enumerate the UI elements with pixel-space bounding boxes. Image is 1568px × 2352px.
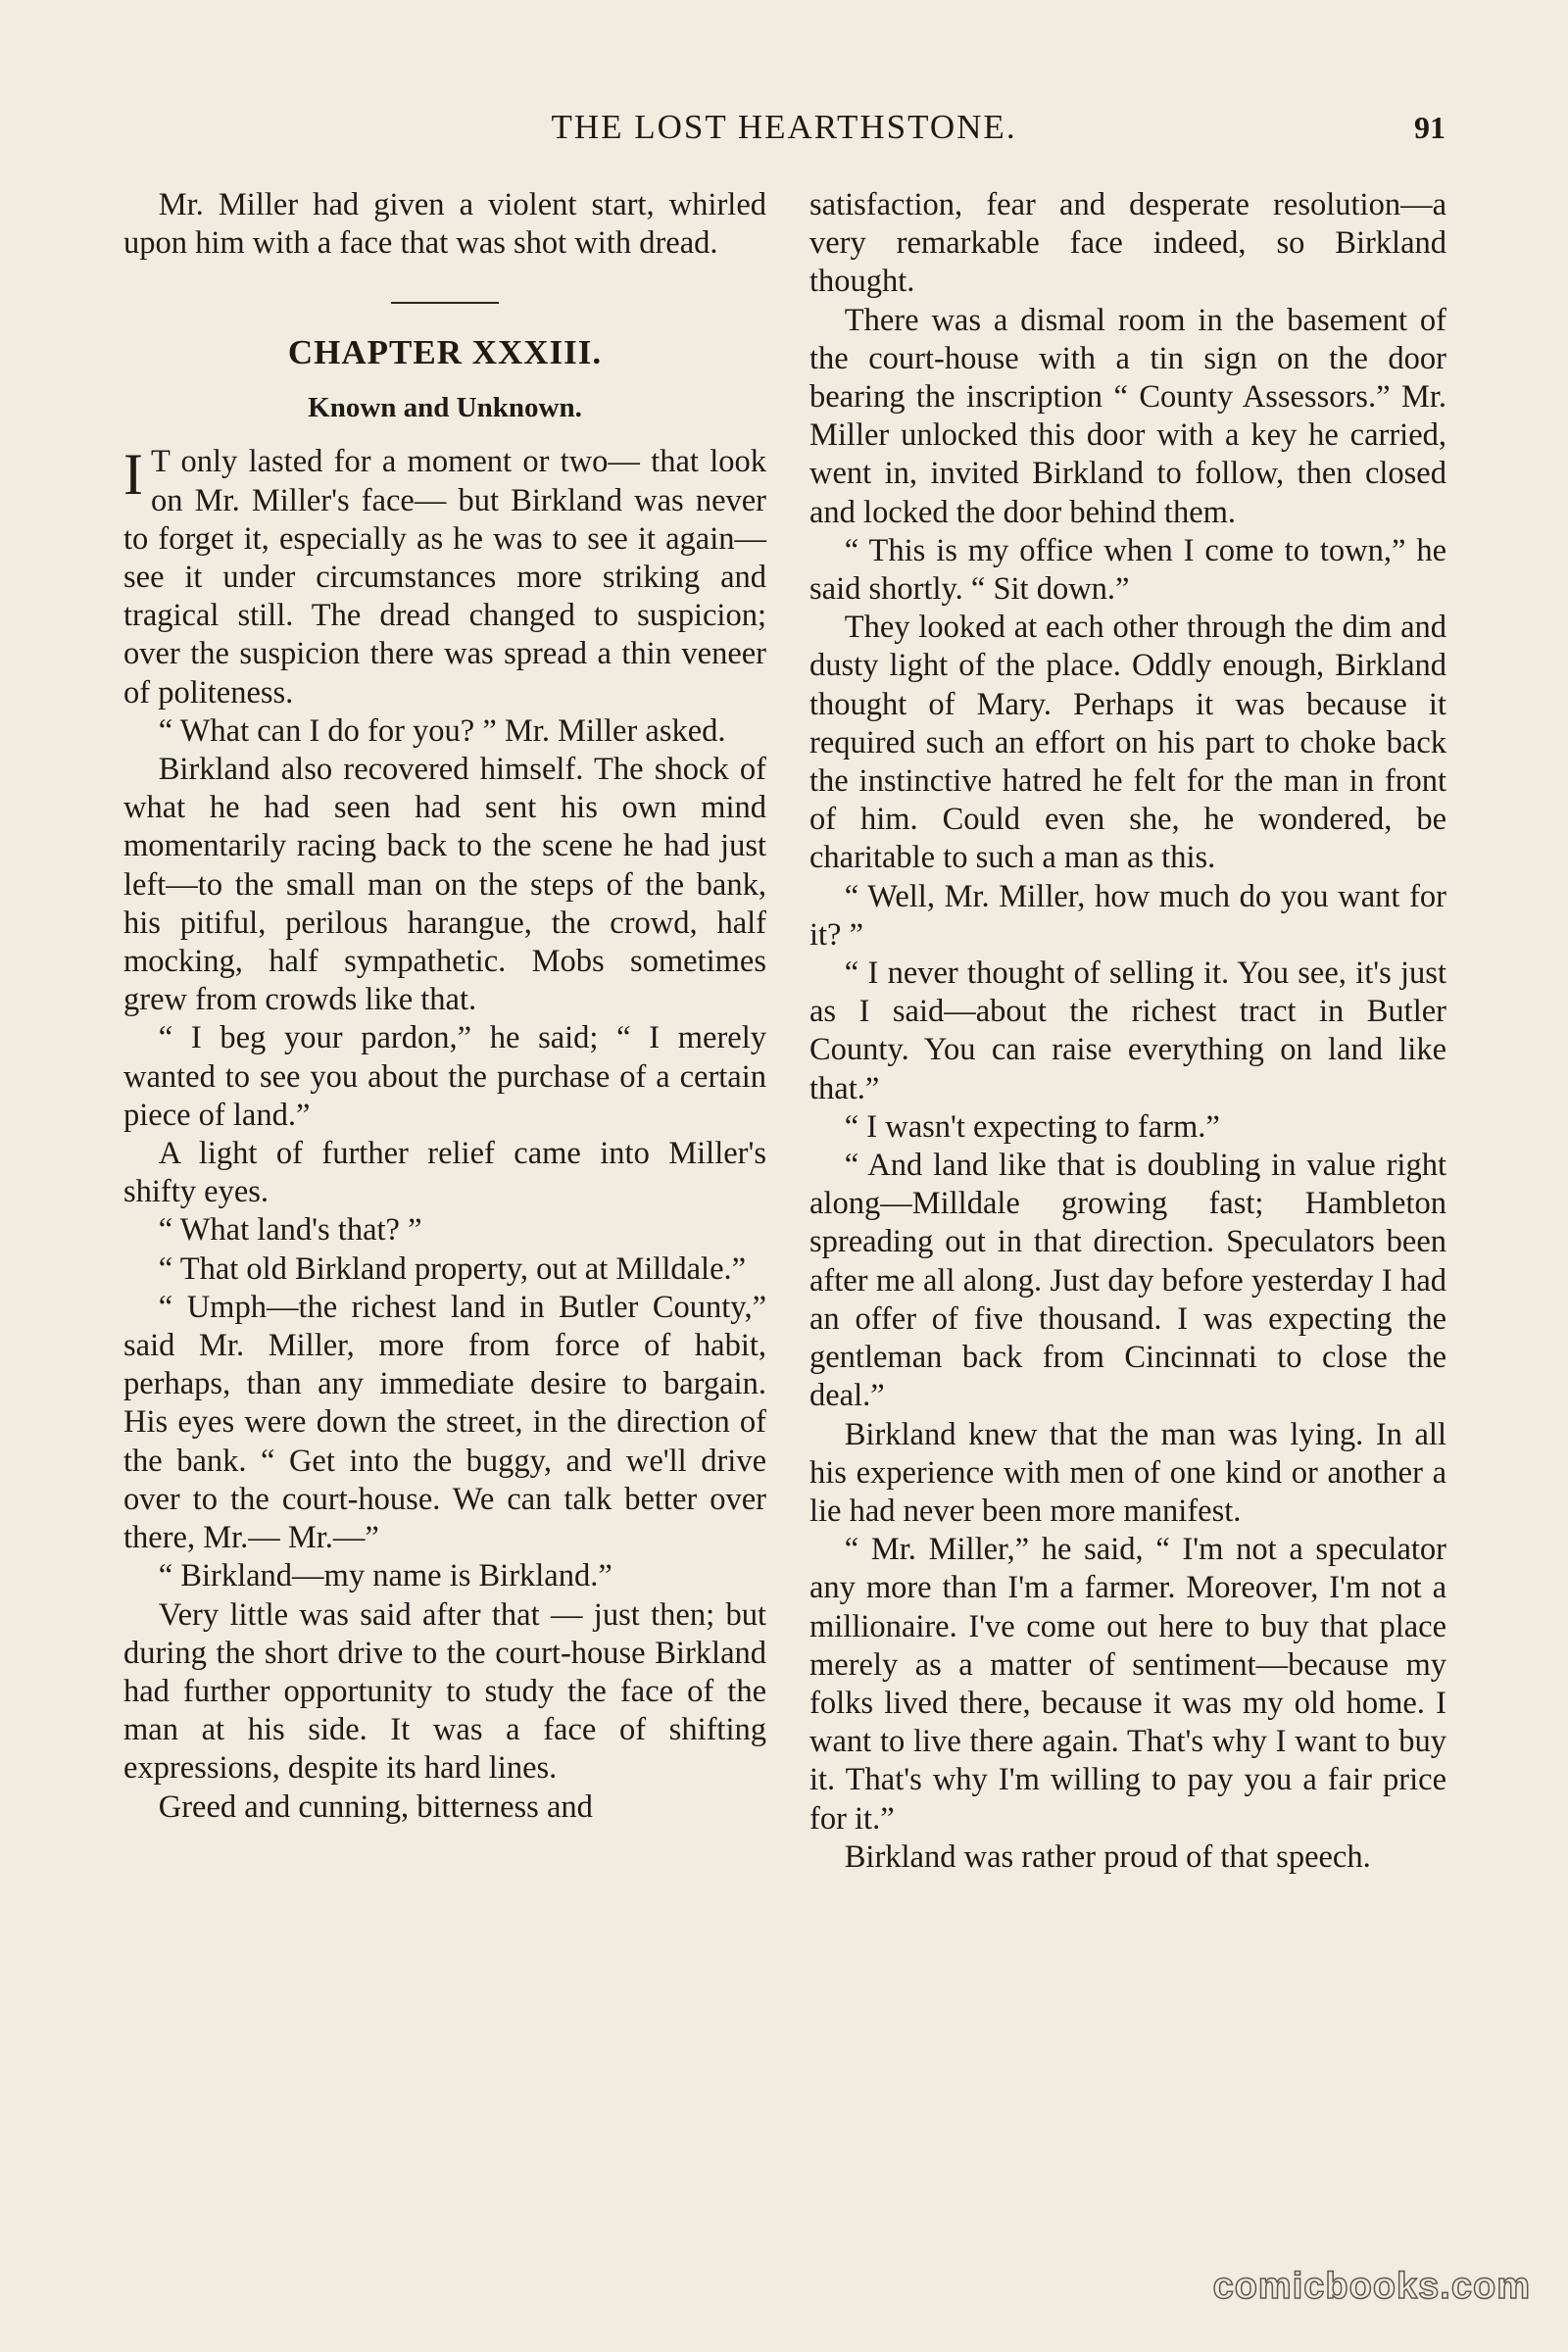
paragraph: “ I never thought of selling it. You see, it's just as I said—about the richest tract in Butler County. You can raise everything on land like that.”: [809, 956, 1446, 1106]
paragraph: Birkland was rather proud of that speech.: [844, 1838, 1371, 1875]
site-watermark: comicbooks.com: [1212, 2266, 1531, 2307]
drop-cap: I: [123, 442, 143, 508]
chapter-subtitle: Known and Unknown.: [308, 392, 582, 424]
page-header: [122, 106, 1446, 149]
paragraph: There was a dismal room in the basement of the court-house with a tin sign on the door bearing the inscription “ County Assessors.” Mr. Miller unlocked this door with a key he carried, went in, invited Birkland to follow, then closed and locked the door behind them.: [809, 302, 1446, 530]
chapter-title: CHAPTER XXXIII.: [287, 333, 603, 372]
continuation-paragraph: satisfaction, fear and desperate resolution—a very remarkable face indeed, so Birkland thought.: [809, 187, 1446, 300]
running-title: THE LOST HEARTHSTONE.: [551, 108, 1017, 146]
paragraph: Very little was said after that — just then; but during the short drive to the court-house Birkland had further opportunity to study the face of the man at his side. It was a face of shifting expressions, despite its hard lines.: [123, 1596, 766, 1787]
paragraph: Birkland knew that the man was lying. In all his experience with men of one kind or another a lie had never been more manifest.: [809, 1416, 1446, 1529]
intro-paragraph: Mr. Miller had given a violent start, whirled upon him with a face that was shot with dread.: [123, 187, 766, 262]
paragraph: “ Well, Mr. Miller, how much do you want for it? ”: [809, 878, 1446, 953]
paragraph: “ I wasn't expecting to farm.”: [844, 1108, 1220, 1145]
paragraph: “ This is my office when I come to town,” he said shortly. “ Sit down.”: [809, 532, 1446, 608]
right-column: [809, 186, 1446, 1877]
paragraph: “ What land's that? ”: [158, 1212, 422, 1249]
section-divider: [391, 302, 499, 304]
paragraph: Birkland also recovered himself. The shock of what he had seen had sent his own mind momentarily racing back to the scene he had just left—to the small man on the steps of the bank, his pitiful, perilous harangue, the crowd, half mocking, half sympathetic. Mobs sometimes grew from crowds like that.: [123, 752, 766, 1018]
paragraph: A light of further relief came into Miller's shifty eyes.: [123, 1136, 766, 1210]
paragraph: “ What can I do for you? ” Mr. Miller asked.: [158, 712, 726, 749]
paragraph: “ Birkland—my name is Birkland.”: [158, 1558, 612, 1594]
paragraph: Greed and cunning, bitterness and: [158, 1788, 593, 1825]
paragraph: They looked at each other through the dim and dusty light of the place. Oddly enough, Birkland thought of Mary. Perhaps it was because it required such an effort on his part to choke back the instinctive hatred he felt for the man in front of him. Could even she, he wondered, be charitable to such a man as this.: [809, 610, 1446, 876]
page-number: 91: [1414, 110, 1446, 145]
paragraph: “ Mr. Miller,” he said, “ I'm not a speculator any more than I'm a farmer. Moreover, I'm not a millionaire. I've come out here to buy that place merely as a matter of sentiment—because my folks lived there, because it was my old home. I want to live there again. That's why I want to buy it. That's why I'm willing to pay you a fair price for it.”: [809, 1532, 1446, 1837]
paragraph: “ I beg your pardon,” he said; “ I merely wanted to see you about the purchase of a certain piece of land.”: [123, 1020, 766, 1133]
left-column: [123, 186, 766, 1827]
paragraph: “ And land like that is doubling in value right along—Milldale growing fast; Hambleton spreading out in that direction. Speculators been after me all along. Just day before yesterday I had an offer of five thousand. I was expecting the gentleman back from Cincinnati to close the deal.”: [809, 1148, 1446, 1414]
paragraph: “ Umph—the richest land in Butler County,” said Mr. Miller, more from force of habit, perhaps, than any immediate desire to bargain. His eyes were down the street, in the direction of the bank. “ Get into the buggy, and we'll drive over to the court-house. We can talk better over there, Mr.— Mr.—”: [123, 1289, 766, 1556]
first-paragraph: [123, 443, 766, 711]
first-paragraph-text: T only lasted for a moment or two— that look on Mr. Miller's face— but Birkland was never to forget it, especially as he was to see it again—see it under circumstances more striking and tragical still. The dread changed to suspicion; over the suspicion there was spread a thin veneer of politeness.: [123, 444, 766, 710]
paragraph: “ That old Birkland property, out at Milldale.”: [158, 1250, 747, 1287]
